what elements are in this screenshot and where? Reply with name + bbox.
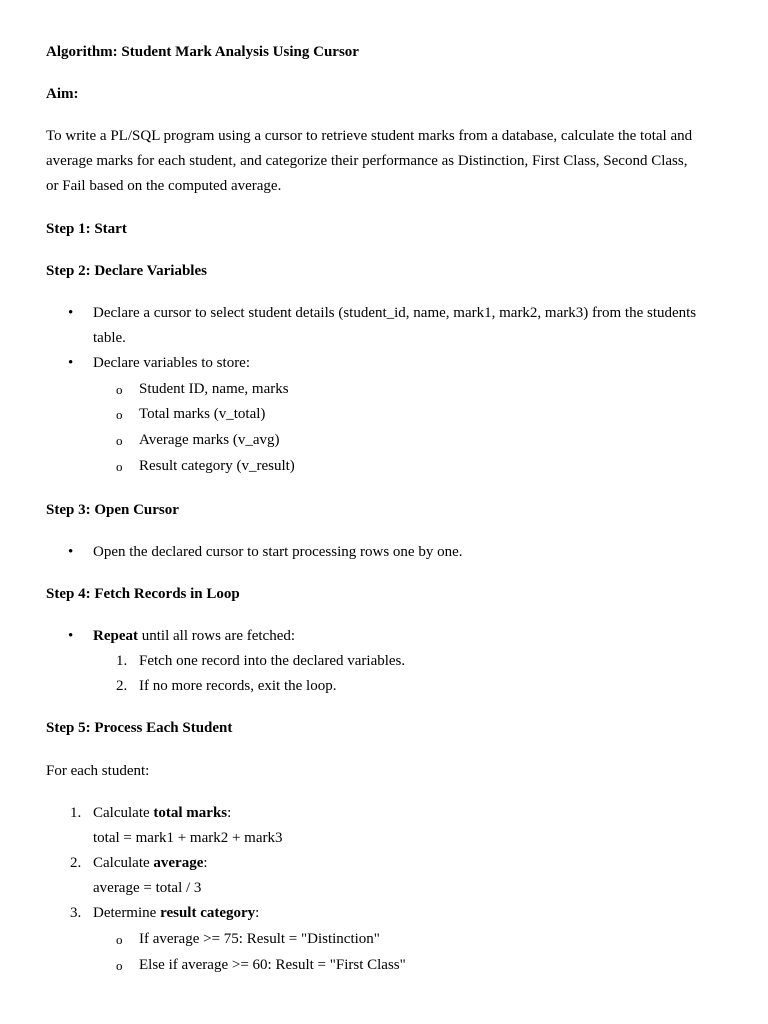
step5-item1-formula: total = mark1 + mark2 + mark3 [93, 830, 283, 846]
bullet-marker: • [68, 355, 74, 371]
step3-bullet1: Open the declared cursor to start processing rows one by one. [93, 544, 463, 560]
step5-heading: Step 5: Process Each Student [46, 720, 233, 736]
bullet-marker: • [68, 544, 74, 560]
step5-item2-formula: average = total / 3 [93, 880, 202, 896]
bullet-marker: • [68, 305, 74, 321]
step5-intro: For each student: [46, 763, 150, 779]
repeat-keyword: Repeat [93, 628, 138, 644]
step5-item3 [93, 903, 259, 923]
step2-subitem-1: Student ID, name, marks [139, 381, 289, 397]
step2-bullet1-line2: table. [93, 330, 126, 346]
step2-subitem-2: Total marks (v_total) [139, 406, 266, 422]
bullet-marker: • [68, 628, 74, 644]
step2-subitem-3: Average marks (v_avg) [139, 432, 280, 448]
step2-bullet1-line1: Declare a cursor to select student details (student_id, name, mark1, mark2, mark3) from the students [93, 305, 697, 321]
step4-heading: Step 4: Fetch Records in Loop [46, 586, 240, 602]
sub-bullet-marker: o [116, 407, 123, 422]
document-title: Algorithm: Student Mark Analysis Using Cursor [46, 44, 359, 60]
repeat-rest: until all rows are fetched: [138, 628, 296, 644]
step1-heading: Step 1: Start [46, 221, 127, 237]
step4-numbered-2: If no more records, exit the loop. [139, 678, 337, 694]
sub-bullet-marker: o [116, 958, 123, 973]
item-prefix: Determine [93, 905, 161, 921]
sub-bullet-marker: o [116, 433, 123, 448]
item-suffix: : [203, 855, 208, 871]
number-marker: 1. [70, 805, 82, 821]
sub-bullet-marker: o [116, 382, 123, 397]
number-marker: 1. [116, 653, 128, 669]
item-bold-term: average [153, 855, 204, 871]
sub-bullet-marker: o [116, 932, 123, 947]
step2-heading: Step 2: Declare Variables [46, 263, 207, 279]
item-bold-term: total marks [153, 805, 228, 821]
number-marker: 3. [70, 905, 82, 921]
item-prefix: Calculate [93, 805, 154, 821]
step5-item2 [93, 853, 208, 873]
step3-heading: Step 3: Open Cursor [46, 502, 179, 518]
item-prefix: Calculate [93, 855, 154, 871]
aim-heading: Aim: [46, 86, 79, 102]
step4-numbered-1: Fetch one record into the declared variables. [139, 653, 406, 669]
number-marker: 2. [116, 678, 128, 694]
step4-repeat-line [93, 626, 295, 646]
step2-subitem-4: Result category (v_result) [139, 458, 295, 474]
item-suffix: : [255, 905, 260, 921]
item-suffix: : [227, 805, 232, 821]
aim-line-3: or Fail based on the computed average. [46, 178, 282, 194]
aim-line-1: To write a PL/SQL program using a cursor to retrieve student marks from a database, calculate the total and [46, 128, 693, 144]
step5-condition-2: Else if average >= 60: Result = "First Class" [139, 957, 406, 973]
step2-bullet2: Declare variables to store: [93, 355, 251, 371]
item-bold-term: result category [160, 905, 256, 921]
sub-bullet-marker: o [116, 459, 123, 474]
number-marker: 2. [70, 855, 82, 871]
aim-line-2: average marks for each student, and categorize their performance as Distinction, First Class, Second Class, [46, 153, 688, 169]
step5-condition-1: If average >= 75: Result = "Distinction" [139, 931, 380, 947]
step5-item1 [93, 803, 231, 823]
